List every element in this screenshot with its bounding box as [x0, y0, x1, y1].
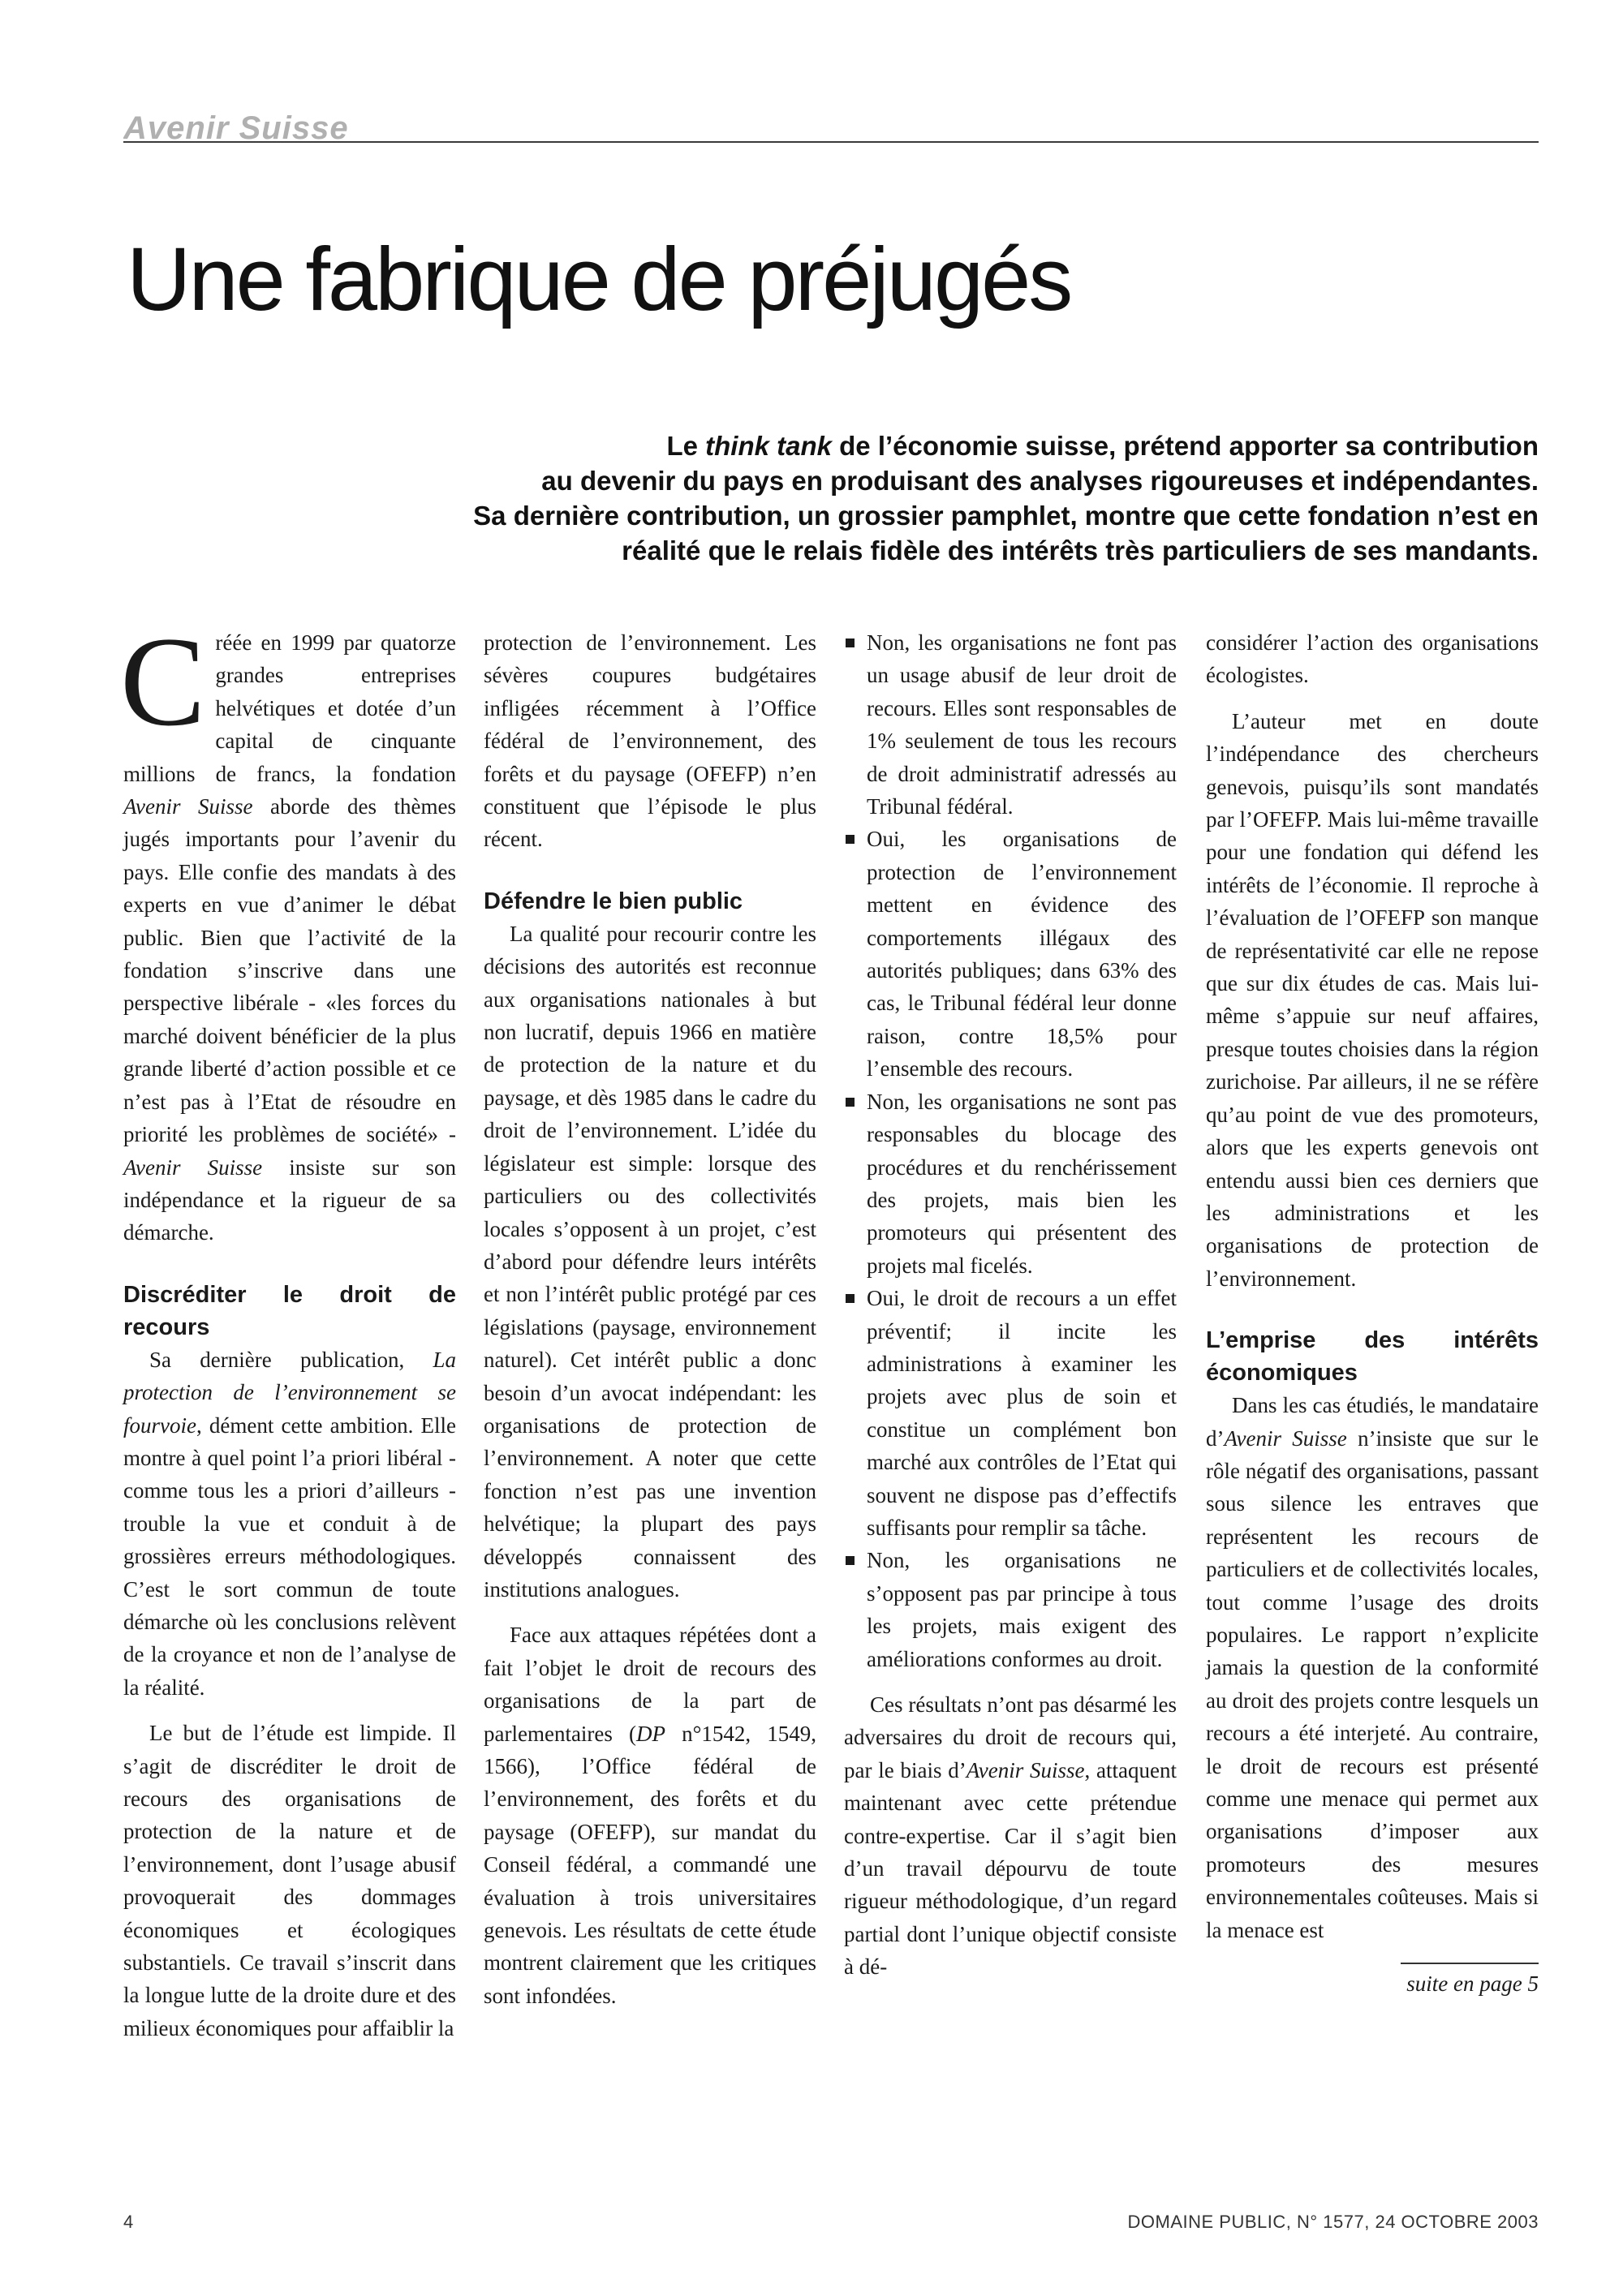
- list-item: Oui, le droit de recours a un effet préventif; il incite les administrations à examiner les projets avec plus de soin et constitue un complément bon marché aux contrôles de l’Etat qui souvent ne dispose pas d’effectifs suffisants pour remplir sa tâche.: [844, 1282, 1177, 1544]
- standfirst-line-1: Le think tank de l’économie suisse, prétend apporter sa contribution: [666, 431, 1539, 461]
- square-bullet-icon: [846, 638, 855, 647]
- standfirst-line-4: réalité que le relais fidèle des intérêts très particuliers de ses mandants.: [622, 535, 1539, 565]
- square-bullet-icon: [846, 1556, 855, 1565]
- list-item: Non, les organisations ne sont pas responsables du blocage des procédures et du renchérissement des projets, mais bien les promoteurs qui présentent des projets mal ficelés.: [844, 1086, 1177, 1282]
- paragraph: La qualité pour recourir contre les décisions des autorités est reconnue aux organisations nationales à but non lucratif, depuis 1966 en matière de protection de la nature et du paysage, et dès 1985 dans le cadre du droit de l’environnement. L’idée du législateur est simple: lorsque des particuliers ou des collectivités locales s’opposent à un projet, c’est d’abord pour défendre leurs intérêts et non l’intérêt public protégé par ces législations (paysage, environnement naturel). Cet intérêt public a donc besoin d’un avocat indépendant: les organisations de protection de l’environnement. A noter que cette fonction n’est pas une invention helvétique; la plupart des pays développés connaissent des institutions analogues.: [484, 921, 816, 1602]
- subheading: Défendre le bien public: [484, 888, 743, 914]
- findings-list: [844, 626, 1177, 1675]
- footer-issue-info: DOMAINE PUBLIC, N° 1577, 24 OCTOBRE 2003: [1127, 2212, 1539, 2232]
- article-standfirst: [268, 428, 1539, 568]
- section-kicker: Avenir Suisse: [123, 110, 349, 143]
- article-title: Une fabrique de préjugés: [127, 230, 1071, 329]
- continuation-rule: [1401, 1963, 1539, 1964]
- paragraph: Face aux attaques répétées dont a fait l’objet le droit de recours des organisations de la part de parlementaires (DP n°1542, 1549, 1566), l’Office fédéral de l’environnement, des forêts et du paysage (OFEFP), sur mandat du Conseil fédéral, a commandé une évaluation à trois universitaires genevois. Les résultats de cette étude montrent clairement que les critiques sont infondées.: [484, 1623, 816, 2008]
- article-column-1: [120, 611, 456, 2044]
- square-bullet-icon: [846, 1294, 855, 1303]
- standfirst-line-3: Sa dernière contribution, un grossier pamphlet, montre que cette fondation n’est en: [473, 501, 1539, 531]
- square-bullet-icon: [846, 835, 855, 844]
- paragraph: considérer l’action des organisations écologistes.: [1206, 630, 1539, 688]
- list-item: Non, les organisations ne s’opposent pas par principe à tous les projets, mais exigent des améliorations conformes au droit.: [844, 1544, 1177, 1675]
- standfirst-line-2: au devenir du pays en produisant des analyses rigoureuses et indépendantes.: [541, 466, 1539, 496]
- paragraph: Sa dernière publication, La protection de l’environnement se fourvoie, dément cette ambition. Elle montre à quel point l’a priori libéral - comme tous les a priori d’ailleurs - trouble la vue et conduit à de grossières erreurs méthodologiques. C’est le sort commun de toute démarche où les conclusions relèvent de la croyance et non de l’analyse de la réalité.: [123, 1347, 456, 1700]
- paragraph: Dans les cas étudiés, le mandataire d’Avenir Suisse n’insiste que sur le rôle négatif des organisations, passant sous silence les entraves que représentent les recours de particuliers et de collectivités locales, tout comme l’usage des droits populaires. Le rapport n’explicite jamais la question de la conformité au droit des projets contre lesquels un recours a été interjeté. Au contraire, le droit de recours est présenté comme une menace qui permet aux organisations d’imposer aux promoteurs des mesures environnementales coûteuses. Mais si la menace est: [1206, 1393, 1539, 1942]
- continued-on-link[interactable]: suite en page 5: [1406, 1971, 1539, 1997]
- list-item: Oui, les organisations de protection de l’environnement mettent en évidence des comportements illégaux des autorités publiques; dans 63% des cas, le Tribunal fédéral leur donne raison, contre 18,5% pour l’ensemble des recours.: [844, 823, 1177, 1085]
- paragraph: Ces résultats n’ont pas désarmé les adversaires du droit de recours qui, par le biais d’Avenir Suisse, attaquent maintenant avec cette prétendue contre-expertise. Car il s’agit bien d’un travail dépourvu de toute rigueur méthodologique, d’un regard partial dont l’unique objectif consiste à dé-: [844, 1692, 1177, 1980]
- article-column-2: [484, 626, 816, 2012]
- paragraph: Le but de l’étude est limpide. Il s’agit de discréditer le droit de recours des organisations de protection de la nature et de l’environnement, dont l’usage abusif provoquerait des dommages économiques et écologiques substantiels. Ce travail s’inscrit dans la longue lutte de la droite dure et des milieux économiques pour affaiblir la: [123, 1721, 456, 2040]
- drop-cap: C: [120, 611, 206, 753]
- subheading: Discréditer le droit de recours: [123, 1281, 456, 1340]
- paragraph: L’auteur met en doute l’indépendance des chercheurs genevois, puisqu’ils sont mandatés par l’OFEFP. Mais lui-même travaille pour une fondation qui défend les intérêts de l’économie. Il reproche à l’évaluation de l’OFEFP son manque de représentativité car elle ne repose que sur dix études de cas. Mais lui-même s’appuie sur neuf affaires, presque toutes choisies dans la région zurichoise. Par ailleurs, il ne se réfère qu’au point de vue des promoteurs, alors que les experts genevois ont entendu aussi bien ces derniers que les administrations et les organisations de protection de l’environnement.: [1206, 708, 1539, 1291]
- subheading: L’emprise des intérêts économiques: [1206, 1327, 1539, 1387]
- article-column-4: [1206, 626, 1539, 2000]
- article-column-3: [844, 626, 1177, 1984]
- page-number: 4: [123, 2212, 134, 2232]
- paragraph: protection de l’environnement. Les sévères coupures budgétaires infligées récemment à l’Office fédéral de l’environnement, des forêts et du paysage (OFEFP) n’en constituent que l’épisode le plus récent.: [484, 630, 816, 852]
- square-bullet-icon: [846, 1098, 855, 1107]
- standfirst-emphasis: think tank: [705, 431, 832, 461]
- header-rule: [123, 141, 1539, 143]
- list-item: Non, les organisations ne font pas un usage abusif de leur droit de recours. Elles sont responsables de 1% seulement de tous les recours de droit administratif adressés au Tribunal fédéral.: [844, 626, 1177, 823]
- paragraph: Créée en 1999 par quatorze grandes entreprises helvétiques et dotée d’un capital de cinquante millions de francs, la fondation Avenir Suisse aborde des thèmes jugés importants pour l’avenir du pays. Elle confie des mandats à des experts en vue d’animer le débat public. Bien que l’activité de la fondation s’inscrive dans une perspective libérale - «les forces du marché doivent bénéficier de la plus grande liberté d’action possible et ce n’est pas à l’Etat de résoudre en priorité les problèmes de société» - Avenir Suisse insiste sur son indépendance et la rigueur de sa démarche.: [120, 611, 456, 1245]
